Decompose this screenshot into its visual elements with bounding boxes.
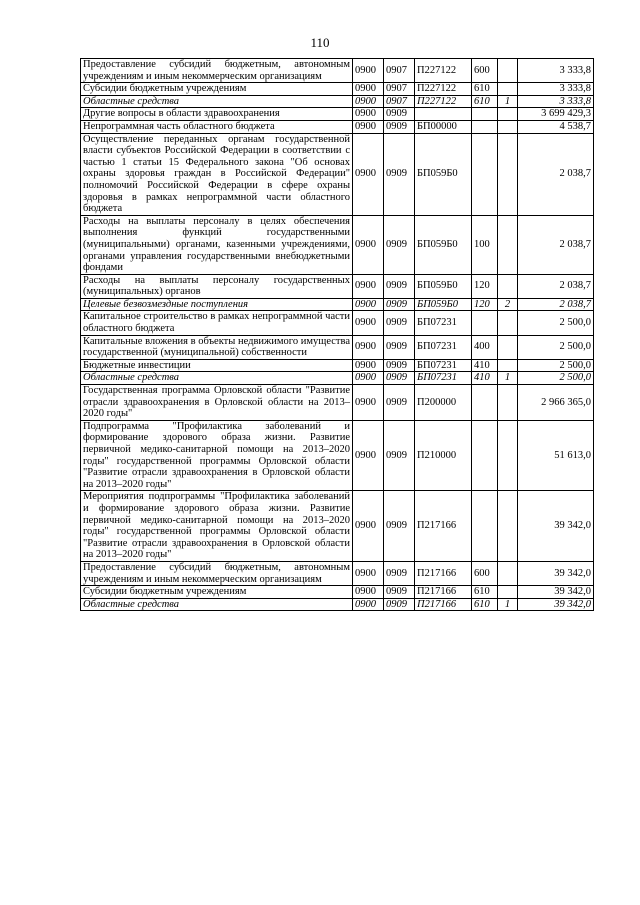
table-row: [81, 95, 594, 108]
expense-type-cell: 610: [472, 598, 498, 611]
table-row: [81, 561, 594, 585]
target-article-cell: БП059Б0: [415, 133, 472, 215]
row-name-cell: Капитальные вложения в объекты недвижимого имущества государственной (муниципальной) собственности: [81, 335, 353, 359]
subsection-code-cell: 0909: [384, 215, 415, 274]
funding-source-cell: [498, 335, 518, 359]
funding-source-cell: [498, 561, 518, 585]
section-code-cell: 0900: [353, 298, 384, 311]
subsection-code-cell: 0909: [384, 359, 415, 372]
expense-type-cell: [472, 420, 498, 491]
expense-type-cell: [472, 120, 498, 133]
funding-source-cell: 1: [498, 95, 518, 108]
section-code-cell: 0900: [353, 311, 384, 335]
section-code-cell: 0900: [353, 561, 384, 585]
row-name-cell: Областные средства: [81, 598, 353, 611]
row-name-cell: Областные средства: [81, 95, 353, 108]
amount-cell: 2 038,7: [518, 215, 594, 274]
table-row: [81, 298, 594, 311]
section-code-cell: 0900: [353, 372, 384, 385]
subsection-code-cell: 0909: [384, 311, 415, 335]
target-article-cell: П217166: [415, 586, 472, 599]
budget-table-body: [81, 59, 594, 611]
subsection-code-cell: 0909: [384, 133, 415, 215]
target-article-cell: БП07231: [415, 311, 472, 335]
section-code-cell: 0900: [353, 598, 384, 611]
section-code-cell: 0900: [353, 420, 384, 491]
subsection-code-cell: 0909: [384, 298, 415, 311]
subsection-code-cell: 0909: [384, 372, 415, 385]
amount-cell: 2 500,0: [518, 359, 594, 372]
amount-cell: 3 333,8: [518, 59, 594, 83]
table-row: [81, 359, 594, 372]
target-article-cell: П227122: [415, 83, 472, 96]
section-code-cell: 0900: [353, 491, 384, 562]
section-code-cell: 0900: [353, 359, 384, 372]
row-name-cell: Предоставление субсидий бюджетным, автономным учреждениям и иным некоммерческим организациям: [81, 59, 353, 83]
amount-cell: 2 500,0: [518, 372, 594, 385]
funding-source-cell: 1: [498, 372, 518, 385]
subsection-code-cell: 0909: [384, 385, 415, 421]
subsection-code-cell: 0909: [384, 274, 415, 298]
amount-cell: 2 038,7: [518, 133, 594, 215]
section-code-cell: 0900: [353, 108, 384, 121]
target-article-cell: П210000: [415, 420, 472, 491]
expense-type-cell: 600: [472, 561, 498, 585]
row-name-cell: Расходы на выплаты персоналу государственных (муниципальных) органов: [81, 274, 353, 298]
amount-cell: 2 038,7: [518, 274, 594, 298]
target-article-cell: П217166: [415, 491, 472, 562]
amount-cell: 39 342,0: [518, 598, 594, 611]
row-name-cell: Субсидии бюджетным учреждениям: [81, 586, 353, 599]
funding-source-cell: [498, 215, 518, 274]
funding-source-cell: [498, 385, 518, 421]
funding-source-cell: [498, 133, 518, 215]
funding-source-cell: [498, 59, 518, 83]
page-number: 110: [310, 35, 330, 50]
target-article-cell: БП07231: [415, 359, 472, 372]
section-code-cell: 0900: [353, 133, 384, 215]
table-row: [81, 108, 594, 121]
amount-cell: 39 342,0: [518, 491, 594, 562]
target-article-cell: БП00000: [415, 120, 472, 133]
subsection-code-cell: 0909: [384, 598, 415, 611]
target-article-cell: БП07231: [415, 372, 472, 385]
table-row: [81, 586, 594, 599]
subsection-code-cell: 0907: [384, 59, 415, 83]
row-name-cell: Капитальное строительство в рамках непрограммной части областного бюджета: [81, 311, 353, 335]
row-name-cell: Субсидии бюджетным учреждениям: [81, 83, 353, 96]
amount-cell: 2 038,7: [518, 298, 594, 311]
expense-type-cell: 100: [472, 215, 498, 274]
target-article-cell: БП059Б0: [415, 274, 472, 298]
funding-source-cell: [498, 311, 518, 335]
funding-source-cell: 2: [498, 298, 518, 311]
table-row: [81, 372, 594, 385]
table-row: [81, 59, 594, 83]
row-name-cell: Предоставление субсидий бюджетным, автономным учреждениям и иным некоммерческим организациям: [81, 561, 353, 585]
amount-cell: 39 342,0: [518, 561, 594, 585]
target-article-cell: П217166: [415, 598, 472, 611]
amount-cell: 2 500,0: [518, 335, 594, 359]
expense-type-cell: 410: [472, 372, 498, 385]
expense-type-cell: [472, 108, 498, 121]
budget-table: [80, 58, 594, 611]
subsection-code-cell: 0909: [384, 120, 415, 133]
amount-cell: 3 699 429,3: [518, 108, 594, 121]
section-code-cell: 0900: [353, 385, 384, 421]
amount-cell: 2 500,0: [518, 311, 594, 335]
table-row: [81, 335, 594, 359]
row-name-cell: Другие вопросы в области здравоохранения: [81, 108, 353, 121]
section-code-cell: 0900: [353, 120, 384, 133]
target-article-cell: [415, 108, 472, 121]
subsection-code-cell: 0907: [384, 83, 415, 96]
expense-type-cell: 610: [472, 83, 498, 96]
funding-source-cell: 1: [498, 598, 518, 611]
row-name-cell: Непрограммная часть областного бюджета: [81, 120, 353, 133]
table-row: [81, 274, 594, 298]
funding-source-cell: [498, 108, 518, 121]
funding-source-cell: [498, 83, 518, 96]
row-name-cell: Целевые безвозмездные поступления: [81, 298, 353, 311]
expense-type-cell: [472, 491, 498, 562]
funding-source-cell: [498, 120, 518, 133]
table-row: [81, 420, 594, 491]
target-article-cell: П217166: [415, 561, 472, 585]
funding-source-cell: [498, 420, 518, 491]
expense-type-cell: 610: [472, 586, 498, 599]
amount-cell: 3 333,8: [518, 83, 594, 96]
subsection-code-cell: 0909: [384, 420, 415, 491]
funding-source-cell: [498, 359, 518, 372]
target-article-cell: П200000: [415, 385, 472, 421]
row-name-cell: Осуществление переданных органам государственной власти субъектов Российской Федерации в соответствии с частью 1 статьи 15 Федерального закона "Об основах охраны здоровья граждан в Российской Федерации" полномочий Российской Федерации в сфере охраны здоровья в рамках непрограммной части областного бюджета: [81, 133, 353, 215]
expense-type-cell: 120: [472, 274, 498, 298]
target-article-cell: БП059Б0: [415, 298, 472, 311]
table-row: [81, 385, 594, 421]
section-code-cell: 0900: [353, 586, 384, 599]
subsection-code-cell: 0909: [384, 561, 415, 585]
section-code-cell: 0900: [353, 335, 384, 359]
amount-cell: 51 613,0: [518, 420, 594, 491]
row-name-cell: Областные средства: [81, 372, 353, 385]
expense-type-cell: 410: [472, 359, 498, 372]
row-name-cell: Государственная программа Орловской области "Развитие отрасли здравоохранения в Орловской области на 2013–2020 годы": [81, 385, 353, 421]
table-row: [81, 83, 594, 96]
amount-cell: 3 333,8: [518, 95, 594, 108]
section-code-cell: 0900: [353, 83, 384, 96]
row-name-cell: Бюджетные инвестиции: [81, 359, 353, 372]
expense-type-cell: 120: [472, 298, 498, 311]
table-row: [81, 215, 594, 274]
target-article-cell: БП059Б0: [415, 215, 472, 274]
table-row: [81, 311, 594, 335]
expense-type-cell: 610: [472, 95, 498, 108]
expense-type-cell: [472, 133, 498, 215]
subsection-code-cell: 0909: [384, 491, 415, 562]
section-code-cell: 0900: [353, 274, 384, 298]
row-name-cell: Мероприятия подпрограммы "Профилактика заболеваний и формирование здорового образа жизни. Развитие первичной медико-санитарной помощи на 2013–2020 годы" государственной программы Орловской области "Развитие отрасли здравоохранения в Орловской области на 2013–2020 годы": [81, 491, 353, 562]
subsection-code-cell: 0909: [384, 108, 415, 121]
table-row: [81, 598, 594, 611]
table-row: [81, 491, 594, 562]
target-article-cell: БП07231: [415, 335, 472, 359]
target-article-cell: П227122: [415, 59, 472, 83]
section-code-cell: 0900: [353, 95, 384, 108]
row-name-cell: Расходы на выплаты персоналу в целях обеспечения выполнения функций государственными (муниципальными) органами, казенными учреждениями, органами управления государственными внебюджетными фондами: [81, 215, 353, 274]
expense-type-cell: [472, 311, 498, 335]
expense-type-cell: 600: [472, 59, 498, 83]
funding-source-cell: [498, 491, 518, 562]
subsection-code-cell: 0907: [384, 95, 415, 108]
expense-type-cell: [472, 385, 498, 421]
expense-type-cell: 400: [472, 335, 498, 359]
funding-source-cell: [498, 586, 518, 599]
subsection-code-cell: 0909: [384, 335, 415, 359]
amount-cell: 4 538,7: [518, 120, 594, 133]
section-code-cell: 0900: [353, 59, 384, 83]
section-code-cell: 0900: [353, 215, 384, 274]
target-article-cell: П227122: [415, 95, 472, 108]
amount-cell: 39 342,0: [518, 586, 594, 599]
amount-cell: 2 966 365,0: [518, 385, 594, 421]
row-name-cell: Подпрограмма "Профилактика заболеваний и формирование здорового образа жизни. Развитие первичной медико-санитарной помощи на 2013–2020 годы" государственной программы Орловской области "Развитие отрасли здравоохранения в Орловской области на 2013–2020 годы": [81, 420, 353, 491]
table-row: [81, 120, 594, 133]
table-row: [81, 133, 594, 215]
funding-source-cell: [498, 274, 518, 298]
subsection-code-cell: 0909: [384, 586, 415, 599]
